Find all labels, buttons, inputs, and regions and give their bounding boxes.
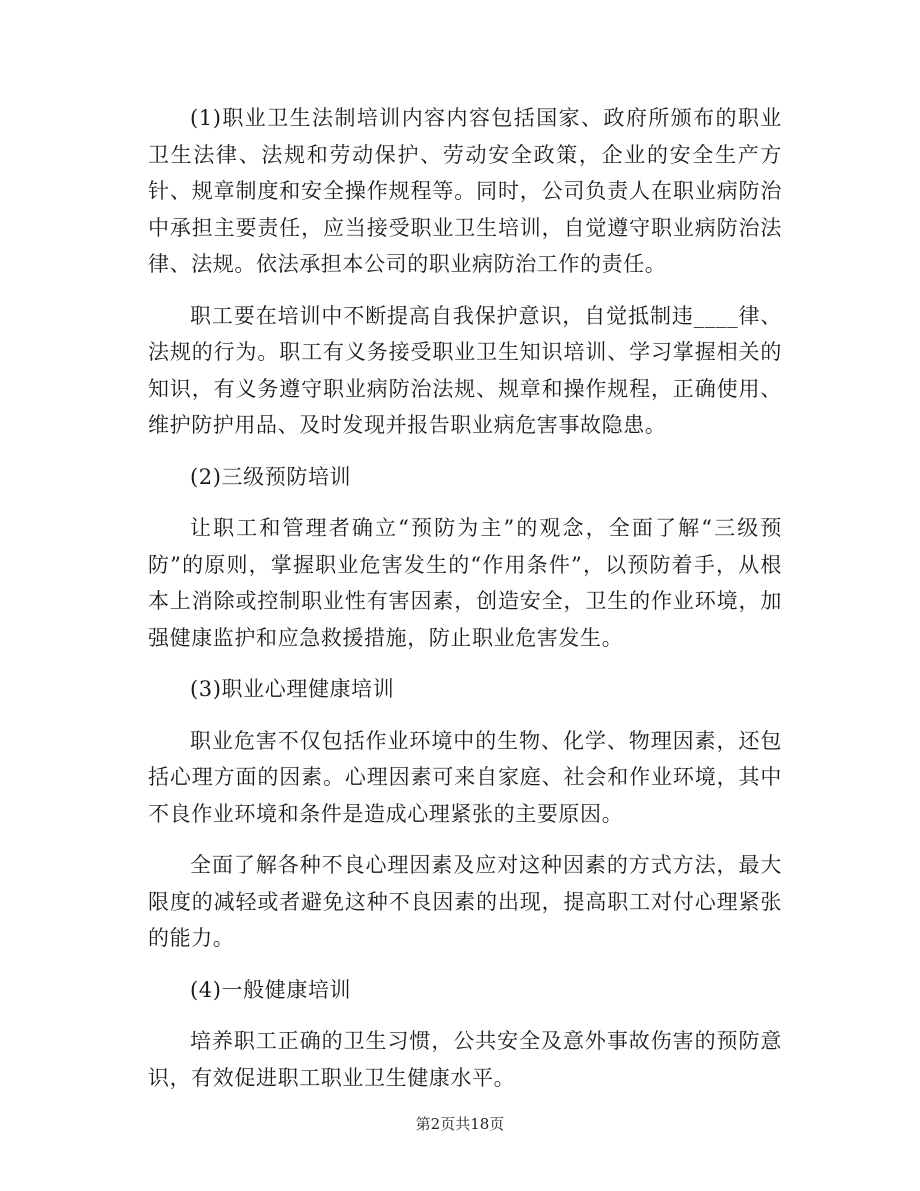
paragraph-general-health: 培养职工正确的卫生习惯，公共安全及意外事故伤害的预防意识，有效促进职工职业卫生健康水平。 [148,1029,782,1090]
paragraph-three-level-prevention: 让职工和管理者确立“预防为主”的观念，全面了解“三级预防”的原则，掌握职业危害发生的“作用条件”，以预防着手，从根本上消除或控制职业性有害因素，创造安全，卫生的作业环境，加强健康监护和应急救援措施，防止职业危害发生。 [148,516,782,650]
paragraph-mental-factors: 职业危害不仅包括作业环境中的生物、化学、物理因素，还包括心理方面的因素。心理因素可来自家庭、社会和作业环境，其中不良作业环境和条件是造成心理紧张的主要原因。 [148,728,782,826]
heading-three-level-prevention: (2)三级预防培训 [190,464,352,489]
page-number-footer: 第2页共18页 [415,1115,505,1133]
paragraph-mental-coping: 全面了解各种不良心理因素及应对这种因素的方式方法，最大限度的减轻或者避免这种不良因素的出现，提高职工对付心理紧张的能力。 [148,853,782,950]
document-body [148,100,782,1111]
paragraph-worker-duties: 职工要在培训中不断提高自我保护意识，自觉抵制违____律、法规的行为。职工有义务接受职业卫生知识培训、学习掌握相关的知识，有义务遵守职业病防治法规、规章和操作规程，正确使用、维护防护用品、及时发现并报告职业病危害事故隐患。 [148,303,782,437]
heading-mental-health-training: (3)职业心理健康培训 [190,677,395,701]
heading-general-health-training: (4)一般健康培训 [190,977,352,1002]
paragraph-legal-training: (1)职业卫生法制培训内容内容包括国家、政府所颁布的职业卫生法律、法规和劳动保护、劳动安全政策，企业的安全生产方针、规章制度和安全操作规程等。同时，公司负责人在职业病防治中承担主要责任，应当接受职业卫生培训，自觉遵守职业病防治法律、法规。依法承担本公司的职业病防治工作的责任。 [148,106,782,276]
